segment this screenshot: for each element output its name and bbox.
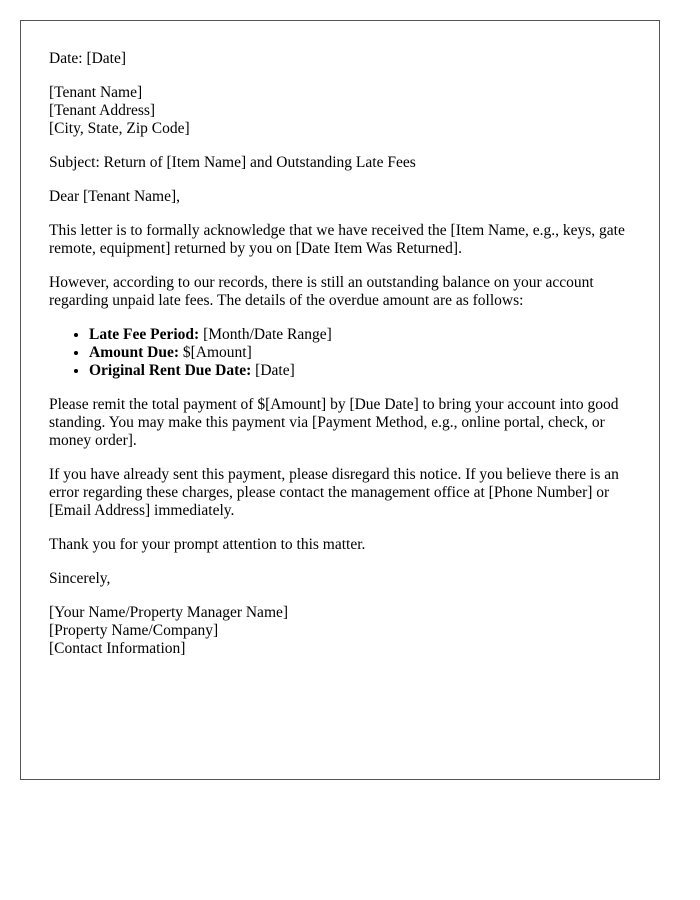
closing: Sincerely,: [49, 570, 111, 587]
tenant-city-state-zip: [City, State, Zip Code]: [49, 120, 190, 137]
detail-label: Late Fee Period:: [89, 326, 200, 343]
detail-value: $[Amount]: [179, 344, 252, 361]
letter-page: [20, 20, 660, 780]
thank-you-paragraph: Thank you for your prompt attention to this matter.: [49, 536, 366, 553]
tenant-name: [Tenant Name]: [49, 84, 143, 101]
list-item: [89, 326, 631, 344]
acknowledgement-paragraph: This letter is to formally acknowledge that we have received the [Item Name, e.g., keys, gate remote, equipment] returned by you on [Date Item Was Returned].: [49, 222, 625, 257]
fee-details-list: [49, 326, 631, 380]
detail-label: Amount Due:: [89, 344, 179, 361]
signature-block: [49, 604, 631, 658]
salutation: Dear [Tenant Name],: [49, 188, 181, 205]
outstanding-balance-paragraph: However, according to our records, there is still an outstanding balance on your account regarding unpaid late fees. The details of the overdue amount are as follows:: [49, 274, 594, 309]
tenant-address: [Tenant Address]: [49, 102, 156, 119]
date-line: Date: [Date]: [49, 50, 127, 67]
list-item: [89, 362, 631, 380]
list-item: [89, 344, 631, 362]
sender-company: [Property Name/Company]: [49, 622, 219, 639]
payment-instructions-paragraph: Please remit the total payment of $[Amount] by [Due Date] to bring your account into good standing. You may make this payment via [Payment Method, e.g., online portal, check, or money order].: [49, 396, 619, 449]
detail-value: [Month/Date Range]: [199, 326, 332, 343]
disregard-notice-paragraph: If you have already sent this payment, please disregard this notice. If you believe there is an error regarding these charges, please contact the management office at [Phone Number] or [Email Address] immediately.: [49, 466, 619, 519]
subject-line: Subject: Return of [Item Name] and Outstanding Late Fees: [49, 154, 416, 171]
detail-value: [Date]: [251, 362, 295, 379]
recipient-address-block: [49, 84, 631, 138]
sender-contact: [Contact Information]: [49, 640, 186, 657]
detail-label: Original Rent Due Date:: [89, 362, 252, 379]
sender-name: [Your Name/Property Manager Name]: [49, 604, 289, 621]
